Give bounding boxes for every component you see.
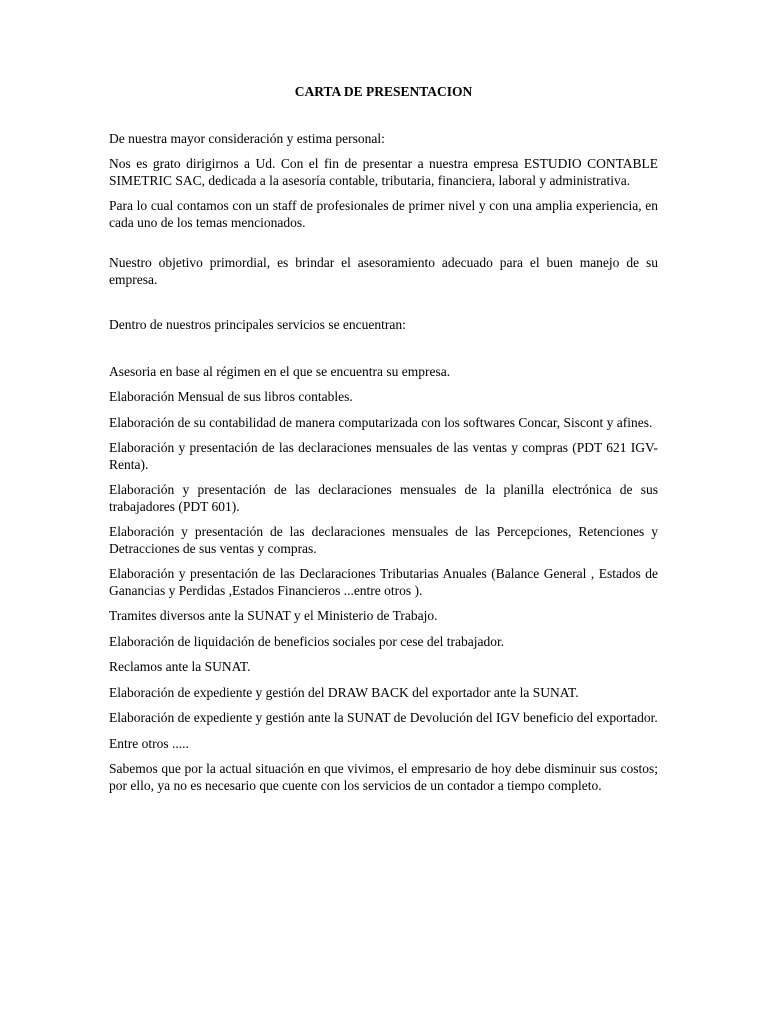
service-item: Elaboración y presentación de las declaraciones mensuales de las ventas y compras (PDT 621 IGV- Renta). bbox=[109, 440, 658, 472]
objective-paragraph: Nuestro objetivo primordial, es brindar el asesoramiento adecuado para el buen manejo de su empresa. bbox=[109, 255, 658, 287]
service-item: Entre otros ..... bbox=[109, 735, 189, 751]
service-item: Elaboración y presentación de las declaraciones mensuales de las Percepciones, Retenciones y Detracciones de sus ventas y compras. bbox=[109, 524, 658, 556]
intro-paragraph: Nos es grato dirigirnos a Ud. Con el fin de presentar a nuestra empresa ESTUDIO CONTABLE SIMETRIC SAC, dedicada a la asesoría contable, tributaria, financiera, laboral y administrativa. bbox=[109, 156, 658, 188]
letter-body bbox=[109, 84, 658, 803]
service-item: Elaboración y presentación de las Declaraciones Tributarias Anuales (Balance General , Estados de Ganancias y Perdidas ,Estados Financieros ...entre otros ). bbox=[109, 566, 658, 598]
service-item: Elaboración de liquidación de beneficios sociales por cese del trabajador. bbox=[109, 633, 505, 649]
staff-paragraph: Para lo cual contamos con un staff de profesionales de primer nivel y con una amplia experiencia, en cada uno de los temas mencionados. bbox=[109, 198, 658, 230]
service-item: Reclamos ante la SUNAT. bbox=[109, 659, 251, 674]
service-item: Elaboración y presentación de las declaraciones mensuales de la planilla electrónica de sus trabajadores (PDT 601). bbox=[109, 482, 658, 514]
service-item: Elaboración de su contabilidad de manera computarizada con los softwares Concar, Siscont y afines. bbox=[109, 414, 653, 430]
letter-title: CARTA DE PRESENTACION bbox=[294, 84, 473, 99]
greeting-paragraph: De nuestra mayor consideración y estima personal: bbox=[109, 130, 385, 146]
services-list bbox=[109, 364, 658, 753]
services-intro-paragraph: Dentro de nuestros principales servicios se encuentran: bbox=[109, 317, 406, 332]
service-item: Elaboración de expediente y gestión del DRAW BACK del exportador ante la SUNAT. bbox=[109, 684, 579, 700]
service-item: Tramites diversos ante la SUNAT y el Ministerio de Trabajo. bbox=[109, 608, 438, 623]
closing-paragraph: Sabemos que por la actual situación en que vivimos, el empresario de hoy debe disminuir sus costos; por ello, ya no es necesario que cuente con los servicios de un contador a tiempo completo. bbox=[109, 761, 658, 793]
service-item: Elaboración de expediente y gestión ante la SUNAT de Devolución del IGV beneficio del exportador. bbox=[109, 710, 658, 725]
service-item: Elaboración Mensual de sus libros contables. bbox=[109, 389, 353, 404]
service-item: Asesoria en base al régimen en el que se encuentra su empresa. bbox=[109, 363, 451, 379]
